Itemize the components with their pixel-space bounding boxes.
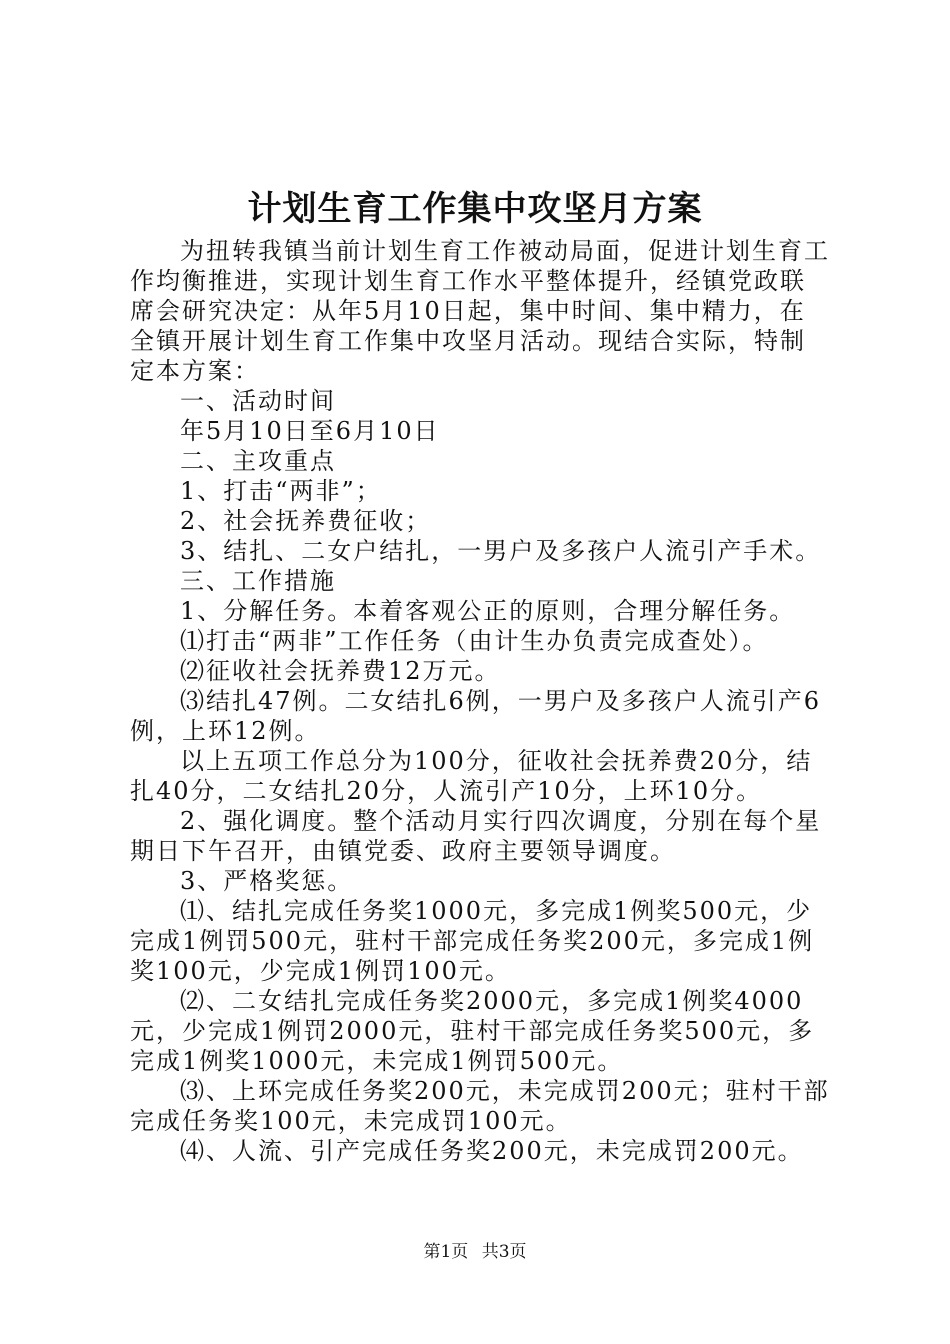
focus-item-3: 3、结扎、二女户结扎，一男户及多孩户人流引产手术。 xyxy=(180,537,822,565)
page-footer xyxy=(0,1240,950,1264)
task-item-1: ⑴打击“两非”工作任务（由计生办负责完成查处）。 xyxy=(180,627,769,655)
measure-1: 1、分解任务。本着客观公正的原则，合理分解任务。 xyxy=(180,597,796,625)
document-body xyxy=(130,236,830,1166)
focus-item-1: 1、打击“两非”； xyxy=(180,477,382,505)
paragraph-intro: 为扭转我镇当前计划生育工作被动局面，促进计划生育工作均衡推进，实现计划生育工作水平整体提升，经镇党政联席会研究决定：从年5月10日起，集中时间、集中精力，在全镇开展计划生育工作集中攻坚月活动。现结合实际，特制定本方案： xyxy=(130,237,830,385)
task-item-2: ⑵征收社会抚养费12万元。 xyxy=(180,657,501,685)
paragraph-date-range: 年5月10日至6月10日 xyxy=(180,417,440,445)
reward-item-1: ⑴、结扎完成任务奖1000元，多完成1例奖500元，少完成1例罚500元，驻村干部完成任务奖200元，多完成1例奖100元，少完成1例罚100元。 xyxy=(130,897,815,985)
heading-key-focus: 二、主攻重点 xyxy=(180,447,336,475)
page-total: 共3页 xyxy=(481,1242,527,1262)
heading-activity-time: 一、活动时间 xyxy=(180,387,336,415)
focus-item-2: 2、社会抚养费征收； xyxy=(180,507,432,535)
page-number: 第1页 xyxy=(423,1242,469,1262)
paragraph-scoring: 以上五项工作总分为100分，征收社会抚养费20分，结扎40分，二女结扎20分，人流引产10分，上环10分。 xyxy=(130,747,813,805)
measure-2: 2、强化调度。整个活动月实行四次调度，分别在每个星期日下午召开，由镇党委、政府主要领导调度。 xyxy=(130,807,822,865)
reward-item-4: ⑷、人流、引产完成任务奖200元，未完成罚200元。 xyxy=(180,1137,804,1165)
reward-item-2: ⑵、二女结扎完成任务奖2000元，多完成1例奖4000元，少完成1例罚2000元，驻村干部完成任务奖500元，多完成1例奖1000元，未完成1例罚500元。 xyxy=(130,987,815,1075)
heading-work-measures: 三、工作措施 xyxy=(180,567,336,595)
reward-item-3: ⑶、上环完成任务奖200元，未完成罚200元；驻村干部完成任务奖100元，未完成罚100元。 xyxy=(130,1077,830,1135)
task-item-3: ⑶结扎47例。二女结扎6例，一男户及多孩户人流引产6例，上环12例。 xyxy=(130,687,822,745)
measure-3: 3、严格奖惩。 xyxy=(180,867,354,895)
document-title: 计划生育工作集中攻坚月方案 xyxy=(247,189,703,229)
